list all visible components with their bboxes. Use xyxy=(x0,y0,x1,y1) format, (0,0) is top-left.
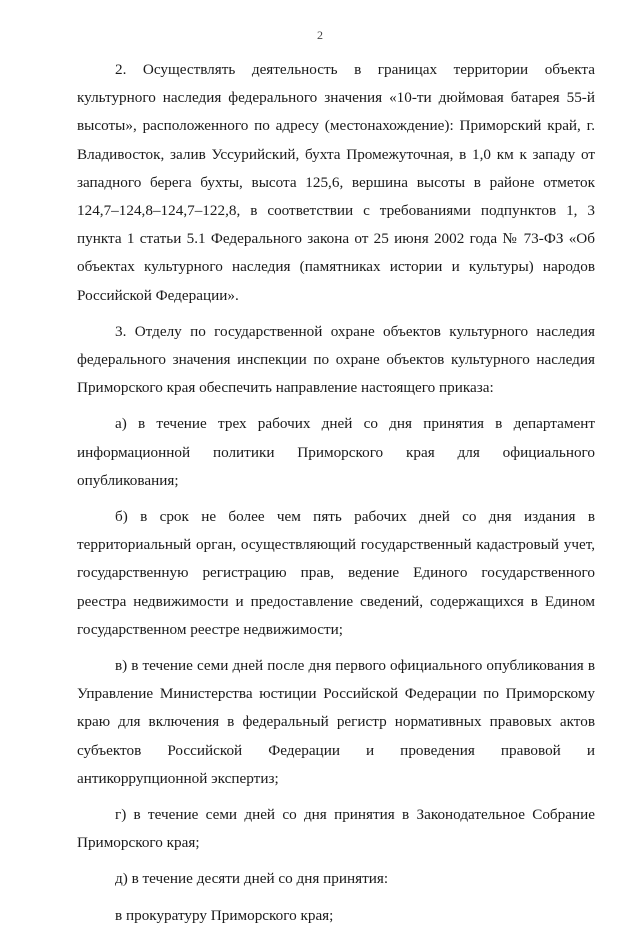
page-number: 2 xyxy=(317,28,323,42)
paragraph-subitem-g: г) в течение семи дней со дня принятия в Законодательное Собрание Приморского края; xyxy=(77,806,595,852)
paragraph-subitem-v: в) в течение семи дней после дня первого официального опубликования в Управление Министерства юстиции Российской Федерации по Приморскому краю для включения в федеральный регистр нормативных правовых актов субъектов Российской Федерации и проведения правовой и антикоррупционной экспертиз; xyxy=(77,657,595,787)
paragraph-item-3: 3. Отделу по государственной охране объектов культурного наследия федерального значения инспекции по охране объектов культурного наследия Приморского края обеспечить направление настоящего приказа: xyxy=(77,322,595,397)
paragraph-subitem-a: а) в течение трех рабочих дней со дня принятия в департамент информационной политики Приморского края для официального опубликования; xyxy=(77,415,595,489)
document-body xyxy=(77,56,595,930)
paragraph-recipient-prosecutor: в прокуратуру Приморского края; xyxy=(115,906,334,924)
paragraph-item-2: 2. Осуществлять деятельность в границах территории объекта культурного наследия федерального значения «10-ти дюймовая батарея 55-й высоты», расположенного по адресу (местонахождение): Приморский край, г. Владивосток, залив Уссурийский, бухта Промежуточная, в 1,0 км к западу от западного берега бухты, высота 125,6, вершина высоты в районе отметок 124,7–124,8–124,7–122,8, в соответствии с требованиями подпунктов 1, 3 пункта 1 статьи 5.1 Федерального закона от 25 июня 2002 года № 73-ФЗ «Об объектах культурного наследия (памятниках истории и культуры) народов Российской Федерации». xyxy=(77,61,595,304)
paragraph-subitem-b: б) в срок не более чем пять рабочих дней со дня издания в территориальный орган, осуществляющий государственный кадастровый учет, государственную регистрацию прав, ведение Единого государственного реестра недвижимости и предоставление сведений, содержащихся в Едином государственном реестре недвижимости; xyxy=(77,508,595,638)
paragraph-subitem-d: д) в течение десяти дней со дня принятия: xyxy=(115,870,389,888)
